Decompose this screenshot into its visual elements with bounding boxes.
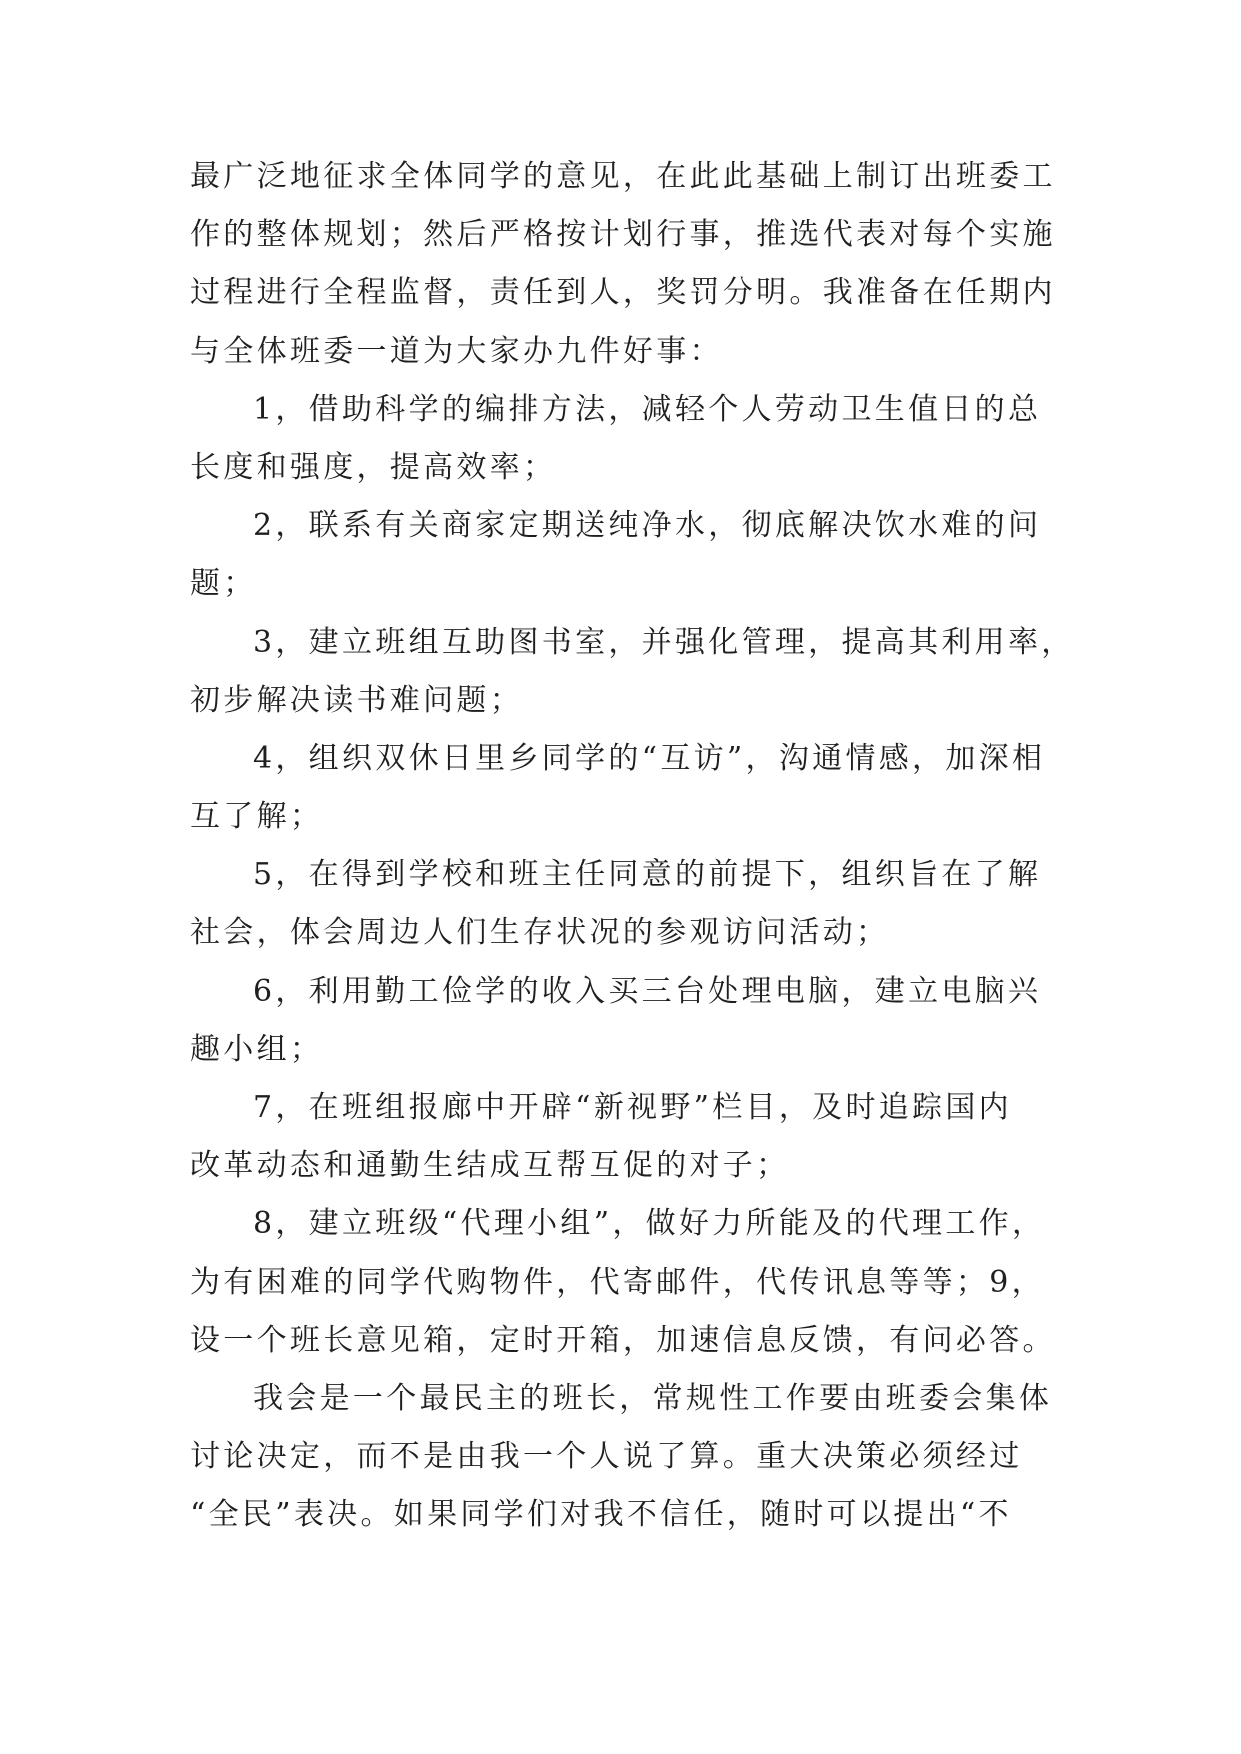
text-line: 4，组织双休日里乡同学的“互访”，沟通情感，加深相 (253, 740, 1046, 776)
text-line: “全民”表决。如果同学们对我不信任，随时可以提出“不 (190, 1497, 1012, 1533)
text-line: 我会是一个最民主的班长，常规性工作要由班委会集体 (253, 1380, 1053, 1416)
text-line: 与全体班委一道为大家办九件好事： (190, 333, 723, 369)
text-line: 3，建立班组互助图书室，并强化管理，提高其利用率， (253, 624, 1075, 660)
text-line: 为有困难的同学代购物件，代寄邮件，代传讯息等等；9， (190, 1264, 1045, 1300)
text-line: 设一个班长意见箱，定时开箱，加速信息反馈，有问必答。 (190, 1322, 1056, 1358)
text-line: 2，联系有关商家定期送纯净水，彻底解决饮水难的问 (253, 508, 1042, 544)
text-line: 过程进行全程监督，责任到人，奖罚分明。我准备在任期内 (190, 275, 1056, 311)
text-line: 互了解； (190, 799, 324, 835)
text-line: 社会，体会周边人们生存状况的参观访问活动； (190, 915, 890, 951)
text-line: 8，建立班级“代理小组”，做好力所能及的代理工作， (253, 1206, 1046, 1242)
text-line: 作的整体规划；然后严格按计划行事，推选代表对每个实施 (190, 217, 1056, 253)
text-line: 1，借助科学的编排方法，减轻个人劳动卫生值日的总 (253, 391, 1042, 427)
text-line: 长度和强度，提高效率； (190, 449, 557, 485)
text-line: 题； (190, 566, 257, 602)
text-line: 5，在得到学校和班主任同意的前提下，组织旨在了解 (253, 857, 1042, 893)
text-line: 7，在班组报廊中开辟“新视野”栏目，及时追踪国内 (253, 1090, 1012, 1125)
text-line: 改革动态和通勤生结成互帮互促的对子； (190, 1148, 790, 1184)
body-text (190, 148, 1075, 1545)
text-line: 趣小组； (190, 1031, 324, 1067)
text-line: 6，利用勤工俭学的收入买三台处理电脑，建立电脑兴 (253, 973, 1042, 1009)
text-line: 最广泛地征求全体同学的意见，在此此基础上制订出班委工 (190, 159, 1056, 194)
text-line: 讨论决定，而不是由我一个人说了算。重大决策必须经过 (190, 1439, 1023, 1475)
text-line: 初步解决读书难问题； (190, 682, 523, 718)
